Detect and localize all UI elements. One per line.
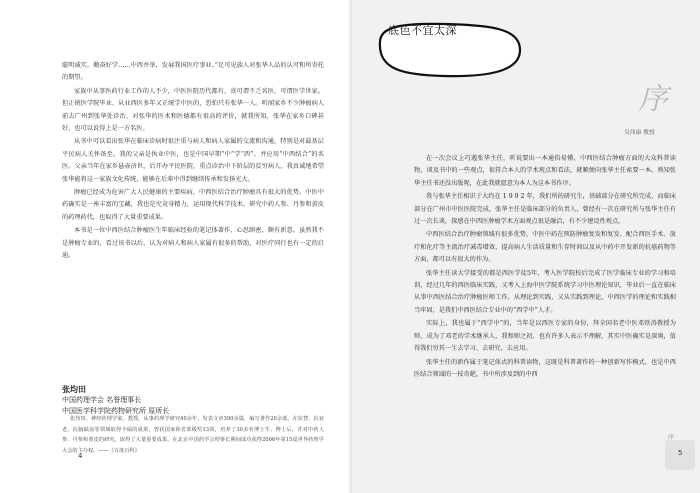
paragraph: 中西医结合治疗肿瘤领域有很多优势，中医中药在预防肿瘤复发和复发、配合西医手术、放疗和化疗等主流治疗减毒增效、提高病人生活质量和生存时间以及从中药中开发新的抗癌药物等方面，都可以有很大的作为。 bbox=[414, 231, 676, 264]
paragraph: 从书中可以看出张华在临床诊病时很注重与病人和病人家属的交流和沟通，特别是对最基层平民病人关怀备至。我的父亲是执业中医，也是中国早期“中”学“西”、并应用“中西结合”的名医。父亲当年在家乡悬壶济世，后开办平民医院，重点诊治中下阶层的贫穷病人。我真诚地希望张华能将这一家族文化传统，能够在后辈中得到继续传承和发扬光大。 bbox=[62, 138, 324, 183]
paragraph: 在一次会议上巧遇张华主任，听说要出一本通俗易懂、中西医结合肿瘤方面的大众科普读物，谈及书中的一些观点，很符合本人的学术观点和看法，就顺便向张华主任索要一本。熟知张华主任书还没出版呢，在此我就愿意为本人为这本书作序。 bbox=[414, 155, 676, 187]
signature-affiliation: 中国医学科学院药物研究所 原所长 bbox=[62, 407, 170, 415]
paragraph: 张华主任的新作属于笔记体式的科普读物，这既是科普著作的一种创新写作模式，也是中西医结合领域的一枝奇葩，书中所涉及到的中西 bbox=[414, 358, 676, 378]
paragraph: 实际上，我也属于“西学中”的，当年是以西医专家的身份，拜全国名老中医邓铁涛教授为师，成为了邓老的学术继承人，我和师之初，也有许多人表示不理解，其实中医确实是深奥，值得我们穷其一生去学习、去研究、去应用。 bbox=[414, 320, 676, 353]
paragraph: 本书是一位中西医结合肿瘤医生年临床经验的笔记体著作，心思缜密，颇有新意。虽然我不是肿瘤专业的，看过该书以后，认为对病人和病人家属有很多的帮助，对医疗同行也有一定的启迪。 bbox=[62, 227, 324, 260]
signature-title: 中国药理学会 名誉理事长 bbox=[62, 396, 142, 404]
annotation-text: 底色不宜太深 bbox=[388, 24, 457, 37]
right-body-text bbox=[414, 153, 676, 382]
page-number-right: 5 bbox=[678, 449, 683, 457]
paragraph: 家族中从事医药行业工作的人不少，中医医院历代都有，真可谓不乏名医，可谓医学世家。但正统医学院毕业、从业西医多年又正统学中医的，恐怕只有张华一人。听闻家乡不少肿瘤病人前去广州到张华处诊治，对张华的医术和医德都有很高的评价，就我所知，张华在家乡口碑甚好，也可以说得上是一方名医。 bbox=[62, 87, 324, 133]
paragraph: 肿瘤已经成为危害广大人民健康的主要疾病，中西医结合治疗肿瘤具有很大的优势。中医中药确实是一座丰富的宝藏，我也是究竟身精力，运用现代科学技术，研究中药人参、丹参和黄皮的药理药代，也取得了大量重要成果。 bbox=[62, 189, 324, 221]
preface-author: 吴伟康 教授 bbox=[624, 130, 655, 136]
paragraph: 张华主任读大学接受的都是西医学徒5年，考入医学院校后完成了医学临床专业的学习和培训，经过几年的西医临床实践，又考入上海中医学院系统学习中医理论知识，毕业后一直在临床从事中西医结合治疗肿瘤医师工作，从理论到实践，又从实践到理论，中西医学的理论和实践相当牢固，是我们中西医结合专业中的“西学中”人才。 bbox=[414, 269, 676, 314]
author-note: 张均田，神经药理学家。教授。从事药理学研究40余年，发表文章300余篇，编写著作20余部。在抗智、抗衰老、抗脑缺血等领域取得丰硕的成果，曾获国家和省部级奖13项，培养了30多名博士生、博士后，并对中药人参、丹参和黄皮的研究，取得了大量重要成果。在北京中国药学会理事长期间成功获得2006年第15届世界药理学大会的主办权。——《百度百科》 bbox=[62, 416, 324, 454]
right-page bbox=[352, 0, 700, 493]
paragraph: 我与张华主任相识于大约在 1 9 9 2 年，我们所的研究生，基础部分在研究所完成，而临床部分在广州市中医医院完成，张华主任是临床部分的负责人，曾经有一次在研究所与张华主任有过一次长谈，探感在中西医肿瘤学术方面观点很是融洽，有不少建设性观点。 bbox=[414, 193, 676, 226]
corner-tab-label: 序 bbox=[668, 434, 675, 441]
signature-block bbox=[62, 384, 324, 417]
left-body-text bbox=[62, 60, 324, 264]
paragraph: 聪明诚实，勤奋好学……中西并举，发展我国医疗事业。”足可见族人对张华人品的认可和所寄托的期望。 bbox=[62, 62, 324, 82]
page-number-left: 4 bbox=[78, 452, 83, 460]
preface-title-char: 序 bbox=[638, 82, 668, 117]
signature-name: 张均田 bbox=[62, 385, 86, 394]
